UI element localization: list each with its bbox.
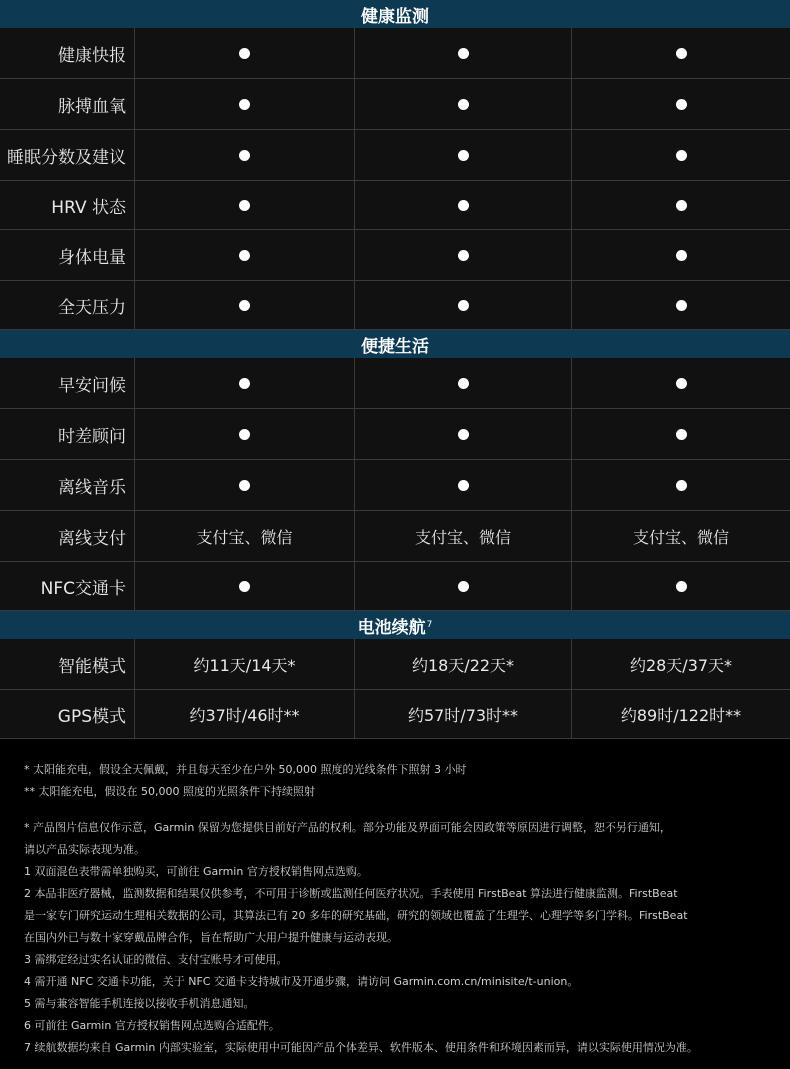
section-header-battery [0, 611, 790, 639]
supported-dot-icon [676, 429, 687, 440]
supported-dot-icon [676, 480, 687, 491]
supported-dot-icon [458, 99, 469, 110]
supported-dot-icon [239, 48, 250, 59]
table-row [0, 460, 790, 511]
footnote-line: 7 续航数据均来自 Garmin 内部实验室，实际使用中可能因产品个体差异、软件版本、使用条件和环境因素而异，请以实际使用情况为准。 [24, 1041, 698, 1054]
cell-value: 支付宝、微信 [135, 511, 355, 561]
table-row [0, 230, 790, 281]
footnote-line: ** 太阳能充电，假设在 50,000 照度的光照条件下持续照射 [24, 785, 315, 798]
row-label: 时差顾问 [0, 409, 135, 459]
supported-dot-icon [458, 300, 469, 311]
supported-dot-icon [458, 480, 469, 491]
supported-dot-icon [458, 48, 469, 59]
table-row [0, 79, 790, 130]
footnote-line: 是一家专门研究运动生理相关数据的公司，其算法已有 20 多年的研究基础，研究的领域也覆盖了生理学、心理学等多门学科。FirstBeat [24, 909, 688, 922]
table-row [0, 511, 790, 562]
row-label: 脉搏血氧 [0, 79, 135, 129]
table-row [0, 181, 790, 230]
footnotes [0, 739, 790, 1059]
footnote-line: * 太阳能充电，假设全天佩戴，并且每天至少在户外 50,000 照度的光线条件下照射 3 小时 [24, 763, 467, 776]
footnote-line: 3 需绑定经过实名认证的微信、支付宝账号才可使用。 [24, 953, 288, 966]
row-label: GPS模式 [0, 690, 135, 738]
supported-dot-icon [239, 300, 250, 311]
supported-dot-icon [676, 200, 687, 211]
row-label: 睡眠分数及建议 [0, 130, 135, 180]
cell-value: 支付宝、微信 [355, 511, 572, 561]
cell-value: 约11天/14天* [135, 639, 355, 689]
section-header-life [0, 330, 790, 358]
cell-value: 约37时/46时** [135, 690, 355, 738]
footnote-marker: 7 [426, 620, 433, 630]
supported-dot-icon [676, 250, 687, 261]
table-row [0, 281, 790, 330]
supported-dot-icon [458, 200, 469, 211]
row-label: NFC交通卡 [0, 562, 135, 610]
supported-dot-icon [676, 581, 687, 592]
supported-dot-icon [239, 429, 250, 440]
footnote-line: * 产品图片信息仅作示意，Garmin 保留为您提供目前好产品的权利。部分功能及界面可能会因政策等原因进行调整，恕不另行通知， [24, 821, 671, 834]
supported-dot-icon [458, 378, 469, 389]
footnote-line: 2 本品非医疗器械，监测数据和结果仅供参考，不可用于诊断或监测任何医疗状况。手表使用 FirstBeat 算法进行健康监测。FirstBeat [24, 887, 678, 900]
row-label: 全天压力 [0, 281, 135, 329]
row-label: 身体电量 [0, 230, 135, 280]
supported-dot-icon [239, 480, 250, 491]
supported-dot-icon [676, 300, 687, 311]
cell-value: 约18天/22天* [355, 639, 572, 689]
table-row [0, 562, 790, 611]
footnote-line: 请以产品实际表现为准。 [24, 843, 145, 856]
supported-dot-icon [239, 581, 250, 592]
table-row [0, 690, 790, 739]
section-title: 健康监测 [361, 6, 429, 27]
supported-dot-icon [676, 99, 687, 110]
cell-value: 约89时/122时** [620, 705, 742, 725]
section-title: 便捷生活 [361, 336, 429, 357]
supported-dot-icon [239, 99, 250, 110]
table-row [0, 358, 790, 409]
footnote-line: 1 双面混色表带需单独购买，可前往 Garmin 官方授权销售网点选购。 [24, 865, 368, 878]
supported-dot-icon [239, 200, 250, 211]
supported-dot-icon [239, 250, 250, 261]
section-title: 电池续航 [357, 617, 426, 638]
table-row [0, 409, 790, 460]
table-row [0, 639, 790, 690]
supported-dot-icon [458, 581, 469, 592]
supported-dot-icon [676, 48, 687, 59]
row-label: 离线音乐 [0, 460, 135, 510]
supported-dot-icon [239, 150, 250, 161]
footnote-line: 在国内外已与数十家穿戴品牌合作，旨在帮助广大用户提升健康与运动表现。 [24, 931, 398, 944]
cell-value: 支付宝、微信 [632, 527, 729, 547]
footnote-line: 5 需与兼容智能手机连接以接收手机消息通知。 [24, 997, 255, 1010]
row-label: 离线支付 [0, 511, 135, 561]
supported-dot-icon [458, 429, 469, 440]
row-label: 健康快报 [0, 28, 135, 78]
row-label: 智能模式 [0, 639, 135, 689]
footnote-line: 4 需开通 NFC 交通卡功能，关于 NFC 交通卡支持城市及开通步骤，请访问 Garmin.com.cn/minisite/t-union。 [24, 975, 579, 988]
row-label: HRV 状态 [0, 181, 135, 229]
supported-dot-icon [458, 150, 469, 161]
supported-dot-icon [676, 378, 687, 389]
cell-value: 约28天/37天* [629, 655, 733, 675]
supported-dot-icon [239, 378, 250, 389]
section-header-health [0, 0, 790, 28]
supported-dot-icon [676, 150, 687, 161]
table-row [0, 28, 790, 79]
row-label: 早安问候 [0, 358, 135, 408]
footnote-line: 6 可前往 Garmin 官方授权销售网点选购合适配件。 [24, 1019, 280, 1032]
cell-value: 约57时/73时** [355, 690, 572, 738]
supported-dot-icon [458, 250, 469, 261]
table-row [0, 130, 790, 181]
